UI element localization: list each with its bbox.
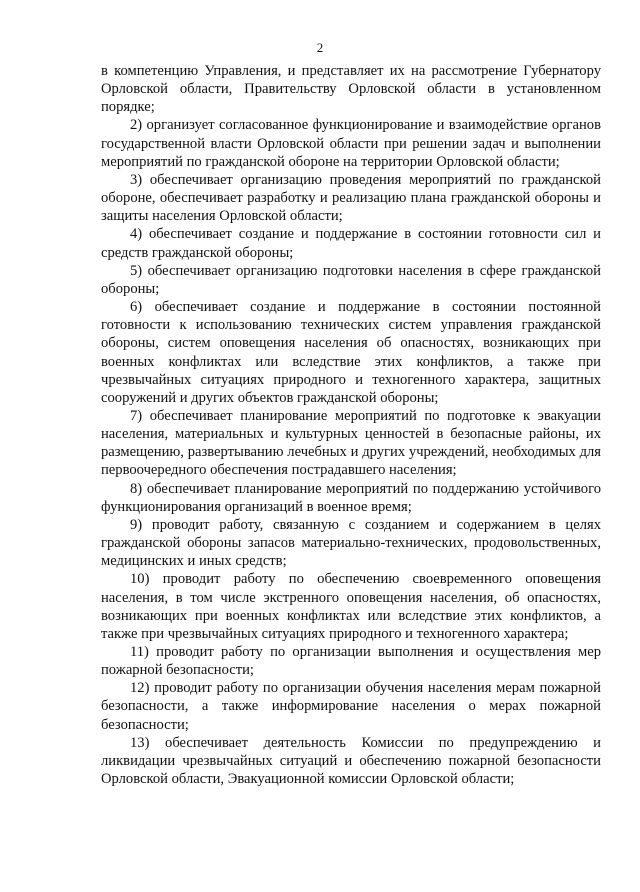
- paragraph-item-13: 13) обеспечивает деятельность Комиссии по предупреждению и ликвидации чрезвычайных ситуаций и обеспечению пожарной безопасности Орловской области, Эвакуационной комиссии Орловской области;: [101, 734, 601, 788]
- paragraph-item-9: 9) проводит работу, связанную с созданием и содержанием в целях гражданской обороны запасов материально-технических, продовольственных, медицинских и иных средств;: [101, 516, 601, 570]
- paragraph-item-12: 12) проводит работу по организации обучения населения мерам пожарной безопасности, а также информирование населения о мерах пожарной безопасности;: [101, 680, 601, 733]
- paragraph-continuation: в компетенцию Управления, и представляет их на рассмотрение Губернатору Орловской области, Правительству Орловской области в установленном порядке;: [101, 63, 601, 116]
- paragraph-item-3: 3) обеспечивает организацию проведения мероприятий по гражданской обороне, обеспечивает разработку и реализацию плана гражданской обороны и защиты населения Орловской области;: [101, 171, 601, 225]
- page-number: 2: [316, 40, 324, 55]
- paragraph-item-8: 8) обеспечивает планирование мероприятий по поддержанию устойчивого функционирования организаций в военное время;: [101, 480, 601, 515]
- paragraph-item-2: 2) организует согласованное функционирование и взаимодействие органов государственной власти Орловской области при решении задач и выполнении мероприятий по гражданской обороне на территории Орловской области;: [101, 117, 601, 170]
- document-body: [101, 62, 601, 788]
- paragraph-item-6: 6) обеспечивает создание и поддержание в состоянии постоянной готовности к использованию технических систем управления гражданской обороны, систем оповещения населения об опасностях, возникающих при военных конфликтах или вследствие этих конфликтов, а также при чрезвычайных ситуациях природного и техногенного характера, защитных сооружений и других объектов гражданской обороны;: [101, 299, 601, 406]
- paragraph-item-10: 10) проводит работу по обеспечению своевременного оповещения населения, в том числе экстренного оповещения населения, об опасностях, возникающих при военных конфликтах или вследствие этих конфликтов, а также при чрезвычайных ситуациях природного и техногенного характера;: [101, 571, 601, 642]
- paragraph-item-11: 11) проводит работу по организации выполнения и осуществления мер пожарной безопасности;: [101, 644, 601, 679]
- paragraph-item-4: 4) обеспечивает создание и поддержание в состоянии готовности сил и средств гражданской обороны;: [101, 226, 601, 261]
- paragraph-item-5: 5) обеспечивает организацию подготовки населения в сфере гражданской обороны;: [101, 262, 601, 297]
- paragraph-item-7: 7) обеспечивает планирование мероприятий по подготовке к эвакуации населения, материальных и культурных ценностей в безопасные районы, их размещению, развертыванию лечебных и других учреждений, необходимых для первоочередного обеспечения пострадавшего населения;: [101, 407, 601, 479]
